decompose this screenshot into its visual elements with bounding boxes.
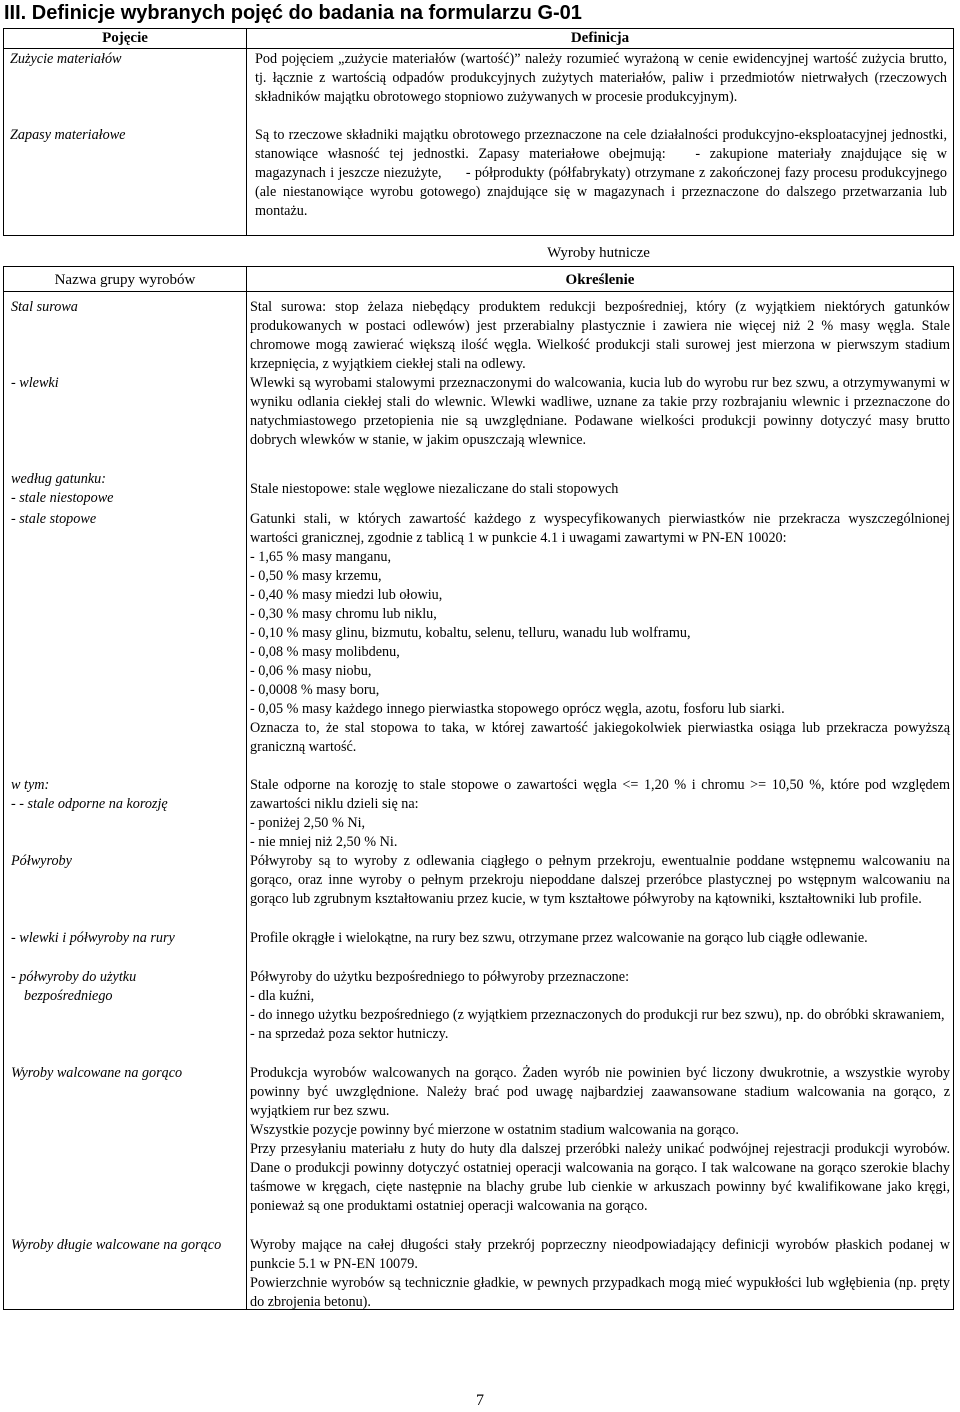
limit-item: - 0,40 % masy miedzi lub ołowiu, [250,587,443,603]
group-label-niestopowe: - stale niestopowe [11,490,114,506]
desc-do-uzytku-intro: Półwyroby do użytku bezpośredniego to półwyroby przeznaczone: [250,969,630,985]
desc-stal-surowa: Stal surowa: stop żelaza niebędący produktem redukcji bezpośredniej, który (z wyjątkiem niektórych gatunków produkowanych w postaci odlewów) jest przerabialny plastycznie i zawiera nie więcej niż 2 % masy węgla. Stale chromowe mogą zawierać większą ilość węgla. Wielkość produkcji stali surowej jest mierzona w pierwszym stadium krzepnięcia, z wyjątkiem ciekłej stali na odlewy. [250,299,950,372]
definition-zapasy-intro: Są to rzeczowe składniki majątku obrotowego przeznaczone na cele działalności produkcyjno-eksploatacyjnej jednostki, stanowiące własność tej jednostki. Zapasy materiałowe obejmują: [255,127,947,162]
group-do-uzytku [11,968,239,1006]
desc-stale-stopowe [250,510,950,757]
column-header-definition: Definicja [570,30,630,46]
desc-polwyroby: Półwyroby są to wyroby z odlewania ciągłego o pełnym przekroju, ewentualnie poddane wstępnemu walcowaniu na gorąco, oraz inne wyroby o pełnym przekroju niepoddane dalszej przeróbce plastycznej po wstępnym walcowaniu na gorąco lub zgrubnym kształtowaniu przez kucie, w tym kształtowe półwyroby na kątowniki, kształtowniki lub profile. [250,853,950,907]
group-label-w-tym: w tym: [11,777,50,793]
term-zuzycie: Zużycie materiałów [10,51,122,67]
limit-item: - 1,65 % masy manganu, [250,549,392,565]
group-na-rury: - wlewki i półwyroby na rury [11,930,175,946]
term-zapasy: Zapasy materiałowe [10,127,126,143]
header-divider [4,291,953,292]
group-stale-odporne [11,776,239,814]
use-item: - do innego użytku bezpośredniego (z wyjątkiem przeznaczonych do produkcji rur bez szwu), np. do obróbki skrawaniem, [250,1007,945,1023]
desc-dlugie-p1: Wyroby mające na całej długości stały przekrój poprzeczny nieodpowiadający definicji wyrobów płaskich podanej w punkcie 5.1 w PN-EN 10079. [250,1237,950,1272]
group-polwyroby: Półwyroby [11,853,72,869]
definition-zapasy-item: - półprodukty (półfabrykaty) otrzymane z zakończonej fazy procesu produkcyjnego (ale niestanowiące wyrobu gotowego) znajdujące się w magazynach i przeznaczone do dalszego przetwarzania lub montażu. [255,165,948,219]
definition-zuzycie: Pod pojęciem „zużycie materiałów (wartość)” należy rozumieć wyrażoną w cenie ewidencyjnej wartość zużycia brutto, tj. łącznie z wartością odpadów produkcyjnych zużytych materiałów, paliw i przedmiotów nietrwałych (rzeczowych składników majątku obrotowego stopniowo zużywanych w procesie produkcyjnym). [255,51,947,105]
table-title-wyroby-hutnicze: Wyroby hutnicze [547,245,650,261]
definitions-table [3,28,954,236]
column-header-description: Określenie [565,272,635,288]
desc-stale-odporne [250,776,950,852]
group-stale-niestopowe [11,470,239,508]
group-label-bezposredniego: bezpośredniego [24,988,113,1004]
nickel-item: - nie mniej niż 2,50 % Ni. [250,834,398,850]
definition-zapasy [255,126,947,221]
nickel-item: - poniżej 2,50 % Ni, [250,815,366,831]
group-walcowane: Wyroby walcowane na gorąco [11,1065,183,1081]
group-stale-stopowe: - stale stopowe [11,511,97,527]
group-stal-surowa: Stal surowa [11,299,78,315]
limit-item: - 0,05 % masy każdego innego pierwiastka stopowego oprócz węgla, azotu, fosforu lub siarki. [250,701,785,717]
group-wlewki: - wlewki [11,375,59,391]
desc-walcowane-p1: Produkcja wyrobów walcowanych na gorąco. Żaden wyrób nie powinien być liczony dwukrotnie, a wszystkie wyroby powinny być uwzględnione. Należy brać pod uwagę najbardziej zaawansowane stadium walcowania na gorąco, z wyjątkiem rur bez szwu. [250,1065,950,1119]
desc-dlugie-p2: Powierzchnie wyrobów są technicznie gładkie, w pewnych przypadkach mogą mieć wypukłości lub wgłębienia (np. pręty do zbrojenia betonu). [250,1275,950,1310]
limit-item: - 0,30 % masy chromu lub niklu, [250,606,437,622]
group-dlugie: Wyroby długie walcowane na gorąco [11,1237,222,1253]
desc-walcowane-p2: Wszystkie pozycje powinny być mierzone w ostatnim stadium walcowania na gorąco. [250,1122,739,1138]
column-divider [246,267,247,1309]
group-label-odporne: - - stale odporne na korozję [11,796,168,812]
limit-item: - 0,10 % masy glinu, bizmutu, kobaltu, selenu, telluru, wanadu lub wolframu, [250,625,691,641]
products-table [3,266,954,1310]
desc-stale-stopowe-note: Oznacza to, że stal stopowa to taka, w której zawartość jakiegokolwiek pierwiastka osiąga lub przekracza powyższą graniczną wartość. [250,720,950,755]
use-item: - na sprzedaż poza sektor hutniczy. [250,1026,449,1042]
group-label-wedlug-gatunku: według gatunku: [11,471,106,487]
desc-stale-niestopowe: Stale niestopowe: stale węglowe niezaliczane do stali stopowych [250,481,619,497]
desc-walcowane-p3: Przy przesyłaniu materiału z huty do huty dla dalszej przeróbki należy unikać podwójnej rejestracji produkcji wyrobów. Dane o produkcji powinny dotyczyć ostatniej operacji walcowania na gorąco. I tak walcowane na gorąco szerokie blachy taśmowe w kręgach, cięte następnie na blachy grube lub cienkie w arkuszach powinny być kwalifikowane jako kręgi, ponieważ są one produktami ostatniej operacji walcowania na gorąco. [250,1141,950,1214]
limit-item: - 0,50 % masy krzemu, [250,568,382,584]
group-label-do-uzytku: - półwyroby do użytku [11,969,137,985]
column-divider [246,29,247,235]
desc-walcowane [250,1064,950,1216]
desc-stale-stopowe-intro: Gatunki stali, w których zawartość każdego z wyspecyfikowanych pierwiastków nie przekracza wyszczególnionej wartości granicznej, zgodnie z tablicą 1 w punkcie 4.1 i uwagami zawartymi w PN-EN 10020: [250,511,950,546]
desc-na-rury: Profile okrągłe i wielokątne, na rury bez szwu, otrzymane przez walcowanie na gorąco lub ciągłe odlewanie. [250,930,868,946]
header-divider [4,48,953,49]
column-header-group: Nazwa grupy wyrobów [54,272,196,288]
definition-zapasy-item: - zakupione materiały znajdujące się w magazynach i jeszcze niezużyte, [255,146,947,181]
use-item: - dla kuźni, [250,988,315,1004]
column-header-term: Pojęcie [102,30,148,46]
desc-stale-odporne-intro: Stale odporne na korozję to stale stopowe o zawartości węgla <= 1,20 % i chromu >= 10,50 %, które pod względem zawartości niklu dzieli się na: [250,777,950,812]
page-title: III. Definicje wybranych pojęć do badania na formularzu G-01 [4,2,582,24]
desc-do-uzytku [250,968,950,1044]
desc-dlugie [250,1236,950,1312]
limit-item: - 0,06 % masy niobu, [250,663,372,679]
limit-item: - 0,08 % masy molibdenu, [250,644,400,660]
limit-item: - 0,0008 % masy boru, [250,682,380,698]
desc-wlewki: Wlewki są wyrobami stalowymi przeznaczonymi do walcowania, kucia lub do wyrobu rur bez szwu, a otrzymywanymi w wyniku odlania ciekłej stali do wlewnic. Wlewki wadliwe, uznane za takie przy rozbrajaniu wlewnic i przeznaczone do natychmiastowego przetopienia nie są uwzględniane. Podawane wielkości produkcji powinny dotyczyć masy brutto dobrych wlewków w stanie, w jakim opuszczają wlewnice. [250,375,950,448]
page-number: 7 [476,1392,484,1409]
